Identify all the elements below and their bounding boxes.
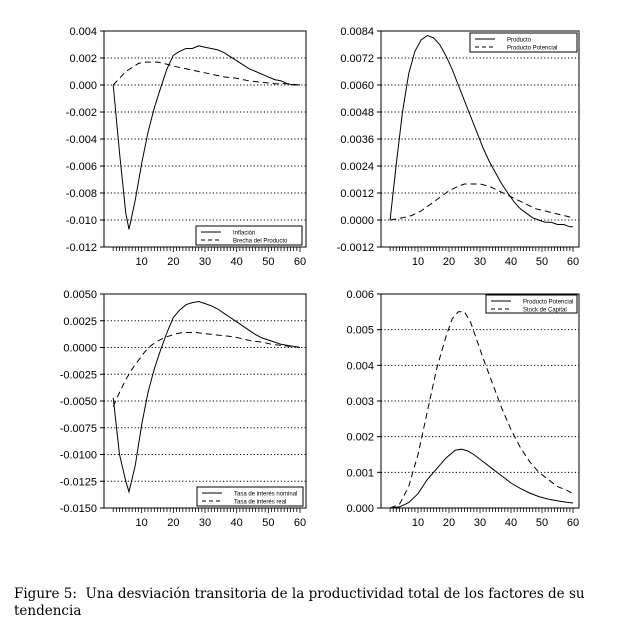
y-tick-label: -0.0050 (59, 396, 97, 408)
y-tick-label: -0.0075 (59, 422, 97, 435)
plot-frame (104, 294, 306, 508)
y-tick-label: 0.0000 (63, 342, 97, 355)
y-tick-label: -0.0150 (59, 503, 97, 515)
x-tick-label: 20 (442, 517, 456, 529)
x-tick-label: 10 (411, 256, 425, 268)
y-tick-label: 0.005 (346, 324, 374, 337)
y-tick-label: -0.0125 (59, 476, 97, 489)
y-tick-label: 0.0060 (340, 80, 374, 92)
y-tick-label: 0.003 (346, 396, 374, 408)
y-tick-label: 0.004 (346, 360, 374, 373)
y-tick-label: -0.004 (65, 134, 97, 146)
y-tick-label: -0.010 (65, 215, 97, 227)
chart-panel-1 (66, 26, 306, 268)
y-tick-label: -0.0012 (336, 242, 374, 254)
x-tick-label: 30 (473, 256, 487, 268)
series-line-2 (113, 333, 300, 407)
chart-panel-3 (60, 289, 306, 529)
y-tick-label: 0.002 (69, 53, 97, 65)
x-tick-label: 30 (198, 256, 212, 268)
series-line-1 (113, 302, 300, 492)
y-tick-label: 0.0024 (340, 161, 374, 173)
caption-text: Una desviación transitoria de la productividad total de los factores de su tendencia (14, 586, 585, 619)
caption-label: Figure 5: (14, 586, 77, 602)
y-tick-label: -0.012 (65, 242, 97, 254)
y-tick-label: -0.002 (65, 107, 97, 119)
x-tick-label: 20 (442, 256, 456, 268)
legend-label: Tasa de interés real (234, 499, 287, 506)
x-tick-label: 60 (293, 517, 307, 529)
y-tick-label: 0.0072 (340, 53, 374, 65)
y-tick-label: 0.0000 (340, 215, 374, 227)
x-tick-label: 60 (293, 256, 307, 268)
x-tick-label: 40 (504, 517, 518, 529)
x-tick-label: 20 (167, 256, 180, 268)
x-tick-label: 60 (566, 517, 580, 529)
x-tick-label: 30 (198, 517, 212, 529)
x-tick-label: 40 (230, 256, 243, 268)
y-tick-label: 0.0048 (340, 107, 374, 119)
plot-frame (104, 31, 306, 247)
x-tick-label: 20 (167, 517, 180, 529)
legend-label: Producto (507, 37, 532, 44)
y-tick-label: 0.000 (69, 80, 97, 92)
x-tick-label: 40 (504, 256, 518, 268)
series-line-2 (390, 312, 573, 508)
series-line-1 (390, 449, 573, 508)
chart-panel-4 (346, 289, 579, 529)
y-tick-label: 0.000 (346, 503, 374, 515)
x-tick-label: 60 (566, 256, 580, 268)
y-tick-label: 0.0012 (340, 188, 374, 200)
chart-panel-2 (337, 26, 579, 268)
y-tick-label: -0.0025 (59, 369, 97, 382)
x-tick-label: 50 (535, 256, 549, 268)
legend-label: Producto Potencial (523, 299, 574, 306)
legend-label: Producto Potencial (507, 45, 558, 52)
series-line-1 (390, 36, 573, 227)
y-tick-label: 0.006 (346, 289, 374, 301)
y-tick-label: 0.002 (346, 431, 374, 444)
x-tick-label: 10 (135, 256, 148, 268)
y-tick-label: 0.004 (69, 26, 97, 38)
x-tick-label: 50 (262, 517, 275, 529)
y-tick-label: 0.0084 (340, 26, 374, 38)
x-tick-label: 10 (135, 517, 148, 529)
y-tick-label: -0.0100 (59, 449, 97, 462)
legend-label: Stock de Capital (523, 307, 567, 314)
y-tick-label: 0.001 (346, 467, 374, 480)
y-tick-label: -0.006 (65, 161, 97, 173)
series-line-2 (390, 184, 573, 220)
figure-caption (14, 586, 610, 620)
legend-label: Tasa de interés nominal (234, 491, 298, 498)
series-line-2 (113, 62, 300, 85)
legend-label: Inflación (233, 230, 256, 237)
x-tick-label: 30 (473, 517, 487, 529)
x-tick-label: 50 (262, 256, 275, 268)
x-tick-label: 10 (411, 517, 425, 529)
legend-label: Brecha del Producto (233, 238, 288, 245)
y-tick-label: 0.0036 (340, 134, 374, 146)
x-tick-label: 40 (230, 517, 243, 529)
y-tick-label: 0.0025 (63, 315, 97, 328)
y-tick-label: -0.008 (65, 188, 97, 200)
y-tick-label: 0.0050 (63, 289, 97, 301)
x-tick-label: 50 (535, 517, 549, 529)
